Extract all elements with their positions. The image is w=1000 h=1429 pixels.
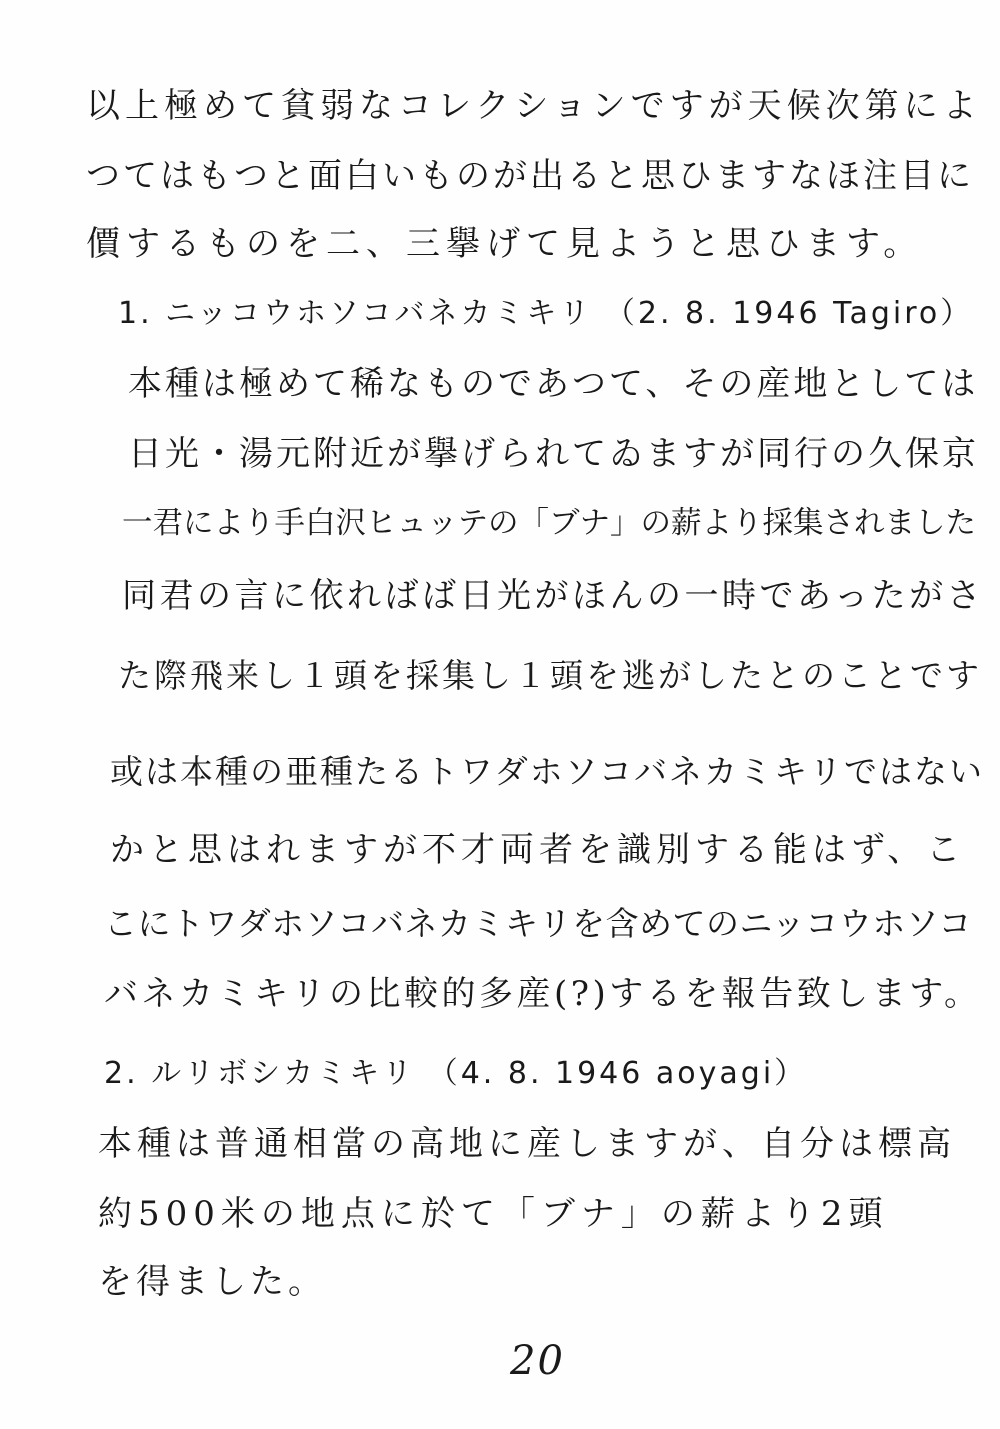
- section1-line-8: こにトワダホソコバネカミキリを含めてのニッコウホソコ: [104, 904, 973, 943]
- section1-line-2: 日光・湯元附近が擧げられてゐますが同行の久保京: [128, 434, 979, 474]
- section2-line-2: 約500米の地点に於て「ブナ」の薪より2頭: [98, 1194, 889, 1234]
- paragraph1-line-3: 價するものを二、三擧げて見ようと思ひます。: [86, 224, 924, 264]
- section1-line-3: 一君により手白沢ヒュッテの「ブナ」の薪より採集されました: [122, 506, 976, 541]
- paragraph1-line-1: 以上極めて貧弱なコレクションですが天候次第によ: [86, 86, 982, 126]
- section1-line-4: 同君の言に依ればば日光がほんの一時であったがさ: [122, 576, 985, 616]
- section1-line-5: た際飛来し１頭を採集し１頭を逃がしたとのことです: [118, 656, 982, 695]
- section1-heading: 1. ニッコウホソコバネカミキリ （2. 8. 1946 Tagiro）: [118, 296, 974, 331]
- section1-line-1: 本種は極めて稀なものであつて、その産地としては: [128, 364, 979, 404]
- paragraph1-line-2: つてはもつと面白いものが出ると思ひますなほ注目に: [86, 156, 974, 196]
- section1-line-6: 或は本種の亜種たるトワダホソコバネカミキリではない: [110, 752, 985, 791]
- section2-line-3: を得ました。: [98, 1262, 326, 1302]
- section2-line-1: 本種は普通相當の高地に産しますが、自分は標高: [98, 1124, 956, 1164]
- section1-line-7: かと思はれますが不才両者を識別する能はず、こ: [110, 830, 966, 870]
- page-number: 20: [510, 1338, 565, 1384]
- section1-line-9: バネカミキリの比較的多産(?)するを報告致します。: [104, 974, 982, 1014]
- section2-heading: 2. ルリボシカミキリ （4. 8. 1946 aoyagi）: [104, 1056, 808, 1091]
